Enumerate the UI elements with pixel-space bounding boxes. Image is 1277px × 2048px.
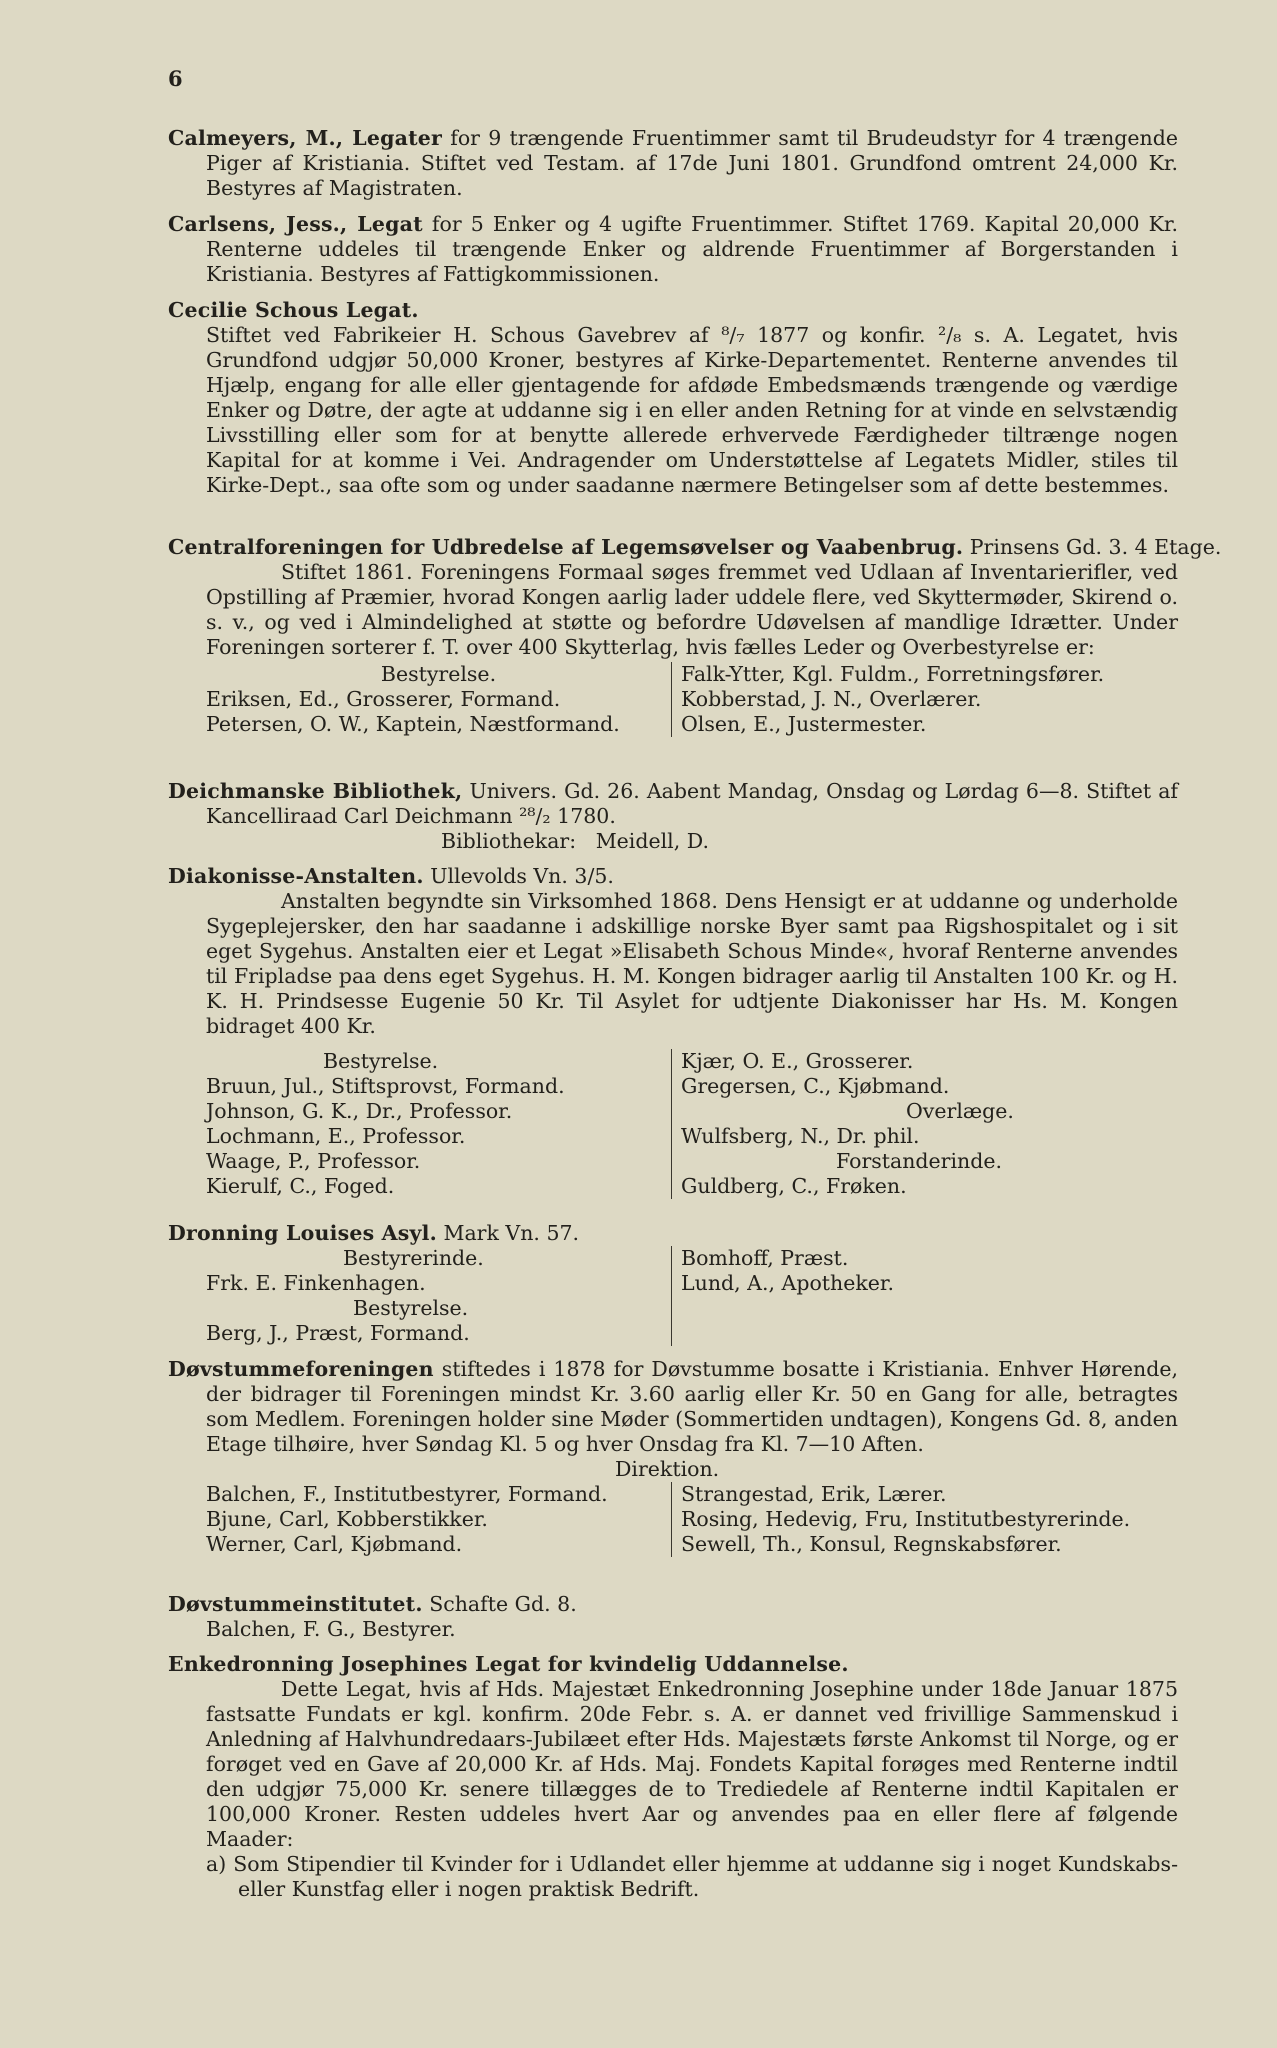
board-title: Direktion. bbox=[615, 1457, 720, 1481]
board-member: Berg, J., Præst, Formand. bbox=[206, 1321, 470, 1345]
board-member: Johnson, G. K., Dr., Professor. bbox=[206, 1099, 513, 1123]
entry-heading: Dronning Louises Asyl. bbox=[168, 1221, 437, 1245]
board-member: Lochmann, E., Professor. bbox=[206, 1124, 466, 1148]
board-member: Waage, P., Professor. bbox=[206, 1149, 421, 1173]
entry-dronning-louises-asyl bbox=[168, 1221, 1178, 1346]
entry-carlsens bbox=[168, 212, 1178, 287]
entry-text: for 9 trængende Fruentimmer samt til Brudeudstyr for 4 trængende Piger af Kristiania. Stiftet ved Testam. af 17de Juni 1801. Grundfond omtrent 24,000 Kr. Bestyres af Magistraten. bbox=[206, 126, 1178, 200]
entry-text: Stiftet 1861. Foreningens Formaal søges fremmet ved Udlaan af Inventarierifler, ved Opstilling af Præmier, hvorad Kongen aarlig lader uddele flere, ved Skyttermøder, Skirend o. s. v., og ved i Almindelighed at støtte og befordre Udøvelsen af mandlige Idrætter. Under Foreningen sorterer f. T. over 400 Skytterlag, hvis fælles Leder og Overbestyrelse er: bbox=[206, 560, 1178, 659]
board-member: Balchen, F., Institutbestyrer, Formand. bbox=[206, 1482, 608, 1506]
page-number: 6 bbox=[168, 66, 183, 91]
entry-text: Balchen, F. G., Bestyrer. bbox=[206, 1617, 456, 1641]
librarian-name: Meidell, D. bbox=[595, 829, 709, 853]
board-table bbox=[168, 662, 1178, 737]
librarian-label: Bibliothekar: bbox=[441, 829, 577, 853]
entry-heading: Døvstummeinstitutet. bbox=[168, 1592, 423, 1616]
board-member: Sewell, Th., Konsul, Regnskabsfører. bbox=[681, 1532, 1062, 1556]
entry-heading: Carlsens, Jess., Legat bbox=[168, 212, 423, 236]
entry-heading: Deichmanske Bibliothek, bbox=[168, 779, 463, 803]
entry-diakonisse bbox=[168, 864, 1178, 1199]
board-member: Lund, A., Apotheker. bbox=[681, 1271, 894, 1295]
entry-heading: Cecilie Schous Legat. bbox=[168, 298, 419, 322]
board-table bbox=[168, 1482, 1178, 1557]
board-title: Bestyrelse. bbox=[353, 1296, 469, 1320]
board-member: Eriksen, Ed., Grosserer, Formand. bbox=[206, 687, 561, 711]
entry-address: Mark Vn. 57. bbox=[436, 1221, 580, 1245]
board-member: Werner, Carl, Kjøbmand. bbox=[206, 1532, 463, 1556]
entry-address: Schafte Gd. 8. bbox=[422, 1592, 577, 1616]
entry-text: stiftedes i 1878 for Døvstumme bosatte i Kristiania. Enhver Hørende, der bidrager til Foreningen mindst Kr. 3.60 aarlig eller Kr. 50 en Gang for alle, betragtes som Medlem. Foreningen holder sine Møder (Sommertiden undtagen), Kongens Gd. 8, anden Etage tilhøire, hver Søndag Kl. 5 og hver Onsdag fra Kl. 7—10 Aften. bbox=[206, 1357, 1178, 1456]
board-member: Bjune, Carl, Kobberstikker. bbox=[206, 1507, 488, 1531]
board-member: Guldberg, C., Frøken. bbox=[681, 1174, 907, 1198]
board-title: Bestyrelse. bbox=[323, 1049, 439, 1073]
entry-heading: Diakonisse-Anstalten. bbox=[168, 864, 424, 888]
board-role: Overlæge. bbox=[906, 1099, 1014, 1123]
board-member: Kjær, O. E., Grosserer. bbox=[681, 1049, 914, 1073]
entry-calmeyers bbox=[168, 126, 1178, 201]
entry-address: Ullevolds Vn. 3/5. bbox=[423, 864, 614, 888]
entry-dovstummeforeningen bbox=[168, 1357, 1178, 1557]
board-member: Bomhoff, Præst. bbox=[681, 1246, 849, 1270]
entry-heading: Døvstummeforeningen bbox=[168, 1357, 434, 1381]
board-member: Frk. E. Finkenhagen. bbox=[206, 1271, 426, 1295]
board-member: Bruun, Jul., Stiftsprovst, Formand. bbox=[206, 1074, 565, 1098]
entry-heading: Centralforeningen for Udbredelse af Legemsøvelser og Vaabenbrug. bbox=[168, 535, 964, 559]
list-item: a) Som Stipendier til Kvinder for i Udlandet eller hjemme at uddanne sig i noget Kundskabs- eller Kunstfag eller i nogen praktisk Bedrift. bbox=[206, 1852, 1178, 1901]
entry-text: Stiftet ved Fabrikeier H. Schous Gavebrev af ⁸/₇ 1877 og konfir. ²/₈ s. A. Legatet, hvis Grundfond udgjør 50,000 Kroner, bestyres af Kirke-Departementet. Renterne anvendes til Hjælp, engang for alle eller gjentagende for afdøde Embedsmænds trængende og værdige Enker og Døtre, der agte at uddanne sig i en eller anden Retning for at vinde en selvstændig Livsstilling eller som for at benytte allerede erhvervede Færdigheder tiltrænge nogen Kapital for at komme i Vei. Andragender om Understøttelse af Legatets Midler, stiles til Kirke-Dept., saa ofte som og under saadanne nærmere Betingelser som af dette bestemmes. bbox=[206, 323, 1178, 497]
board-member: Wulfsberg, N., Dr. phil. bbox=[681, 1124, 920, 1148]
entry-dovstummeinstitutet bbox=[168, 1592, 1178, 1642]
entry-text: Anstalten begyndte sin Virksomhed 1868. Dens Hensigt er at uddanne og underholde Sygeplejersker, den har saadanne i adskillige norske Byer samt paa Rigshospitalet og i sit eget Sygehus. Anstalten eier et Legat »Elisabeth Schous Minde«, hvoraf Renterne anvendes til Fripladse paa dens eget Sygehus. H. M. Kongen bidrager aarlig til Anstalten 100 Kr. og H. K. H. Prindsesse Eugenie 50 Kr. Til Asylet for udtjente Diakonisser har Hs. M. Kongen bidraget 400 Kr. bbox=[206, 889, 1178, 1038]
board-table bbox=[168, 1049, 1178, 1199]
board-member: Petersen, O. W., Kaptein, Næstformand. bbox=[206, 712, 620, 736]
entry-text: Dette Legat, hvis af Hds. Majestæt Enkedronning Josephine under 18de Januar 1875 fastsatte Fundats er kgl. konfirm. 20de Febr. s. A. er dannet ved frivillige Sammenskud i Anledning af Halvhundredaars-Jubilæet efter Hds. Majestæts første Ankomst til Norge, og er forøget ved en Gave af 20,000 Kr. af Hds. Maj. Fondets Kapital forøges med Renterne indtil den udgjør 75,000 Kr. senere tillægges de to Trediedele af Renterne indtil Kapitalen er 100,000 Kroner. Resten uddeles hvert Aar og anvendes paa en eller flere af følgende Maader: bbox=[206, 1677, 1178, 1851]
board-member: Kobberstad, J. N., Overlærer. bbox=[681, 687, 982, 711]
entry-enkedronning bbox=[168, 1652, 1178, 1902]
board-member: Gregersen, C., Kjøbmand. bbox=[681, 1074, 950, 1098]
entry-heading: Calmeyers, M., Legater bbox=[168, 126, 443, 150]
entry-cecilie bbox=[168, 298, 1178, 498]
entry-heading: Enkedronning Josephines Legat for kvindelig Uddannelse. bbox=[168, 1652, 849, 1676]
board-role: Forstanderinde. bbox=[836, 1149, 1003, 1173]
entry-centralforeningen bbox=[168, 535, 1222, 737]
board-member: Falk-Ytter, Kgl. Fuldm., Forretningsfører. bbox=[681, 662, 1105, 686]
entry-text: Univers. Gd. 26. Aabent Mandag, Onsdag og Lørdag 6—8. Stiftet af Kancelliraad Carl Deichmann ²⁸/₂ 1780. bbox=[206, 779, 1178, 828]
board-member: Strangestad, Erik, Lærer. bbox=[681, 1482, 947, 1506]
entry-deichman bbox=[168, 779, 1178, 854]
entry-address: Prinsens Gd. 3. 4 Etage. bbox=[963, 535, 1222, 559]
board-title: Bestyrerinde. bbox=[343, 1246, 484, 1270]
entry-text: for 5 Enker og 4 ugifte Fruentimmer. Stiftet 1769. Kapital 20,000 Kr. Renterne uddeles til trængende Enker og aldrende Fruentimmer af Borgerstanden i Kristiania. Bestyres af Fattigkommissionen. bbox=[206, 212, 1178, 286]
board-title: Bestyrelse. bbox=[380, 662, 497, 686]
board-table bbox=[168, 1246, 1178, 1346]
board-member: Rosing, Hedevig, Fru, Institutbestyrerinde. bbox=[681, 1507, 1131, 1531]
board-member: Kierulf, C., Foged. bbox=[206, 1174, 395, 1198]
board-member: Olsen, E., Justermester. bbox=[681, 712, 927, 736]
